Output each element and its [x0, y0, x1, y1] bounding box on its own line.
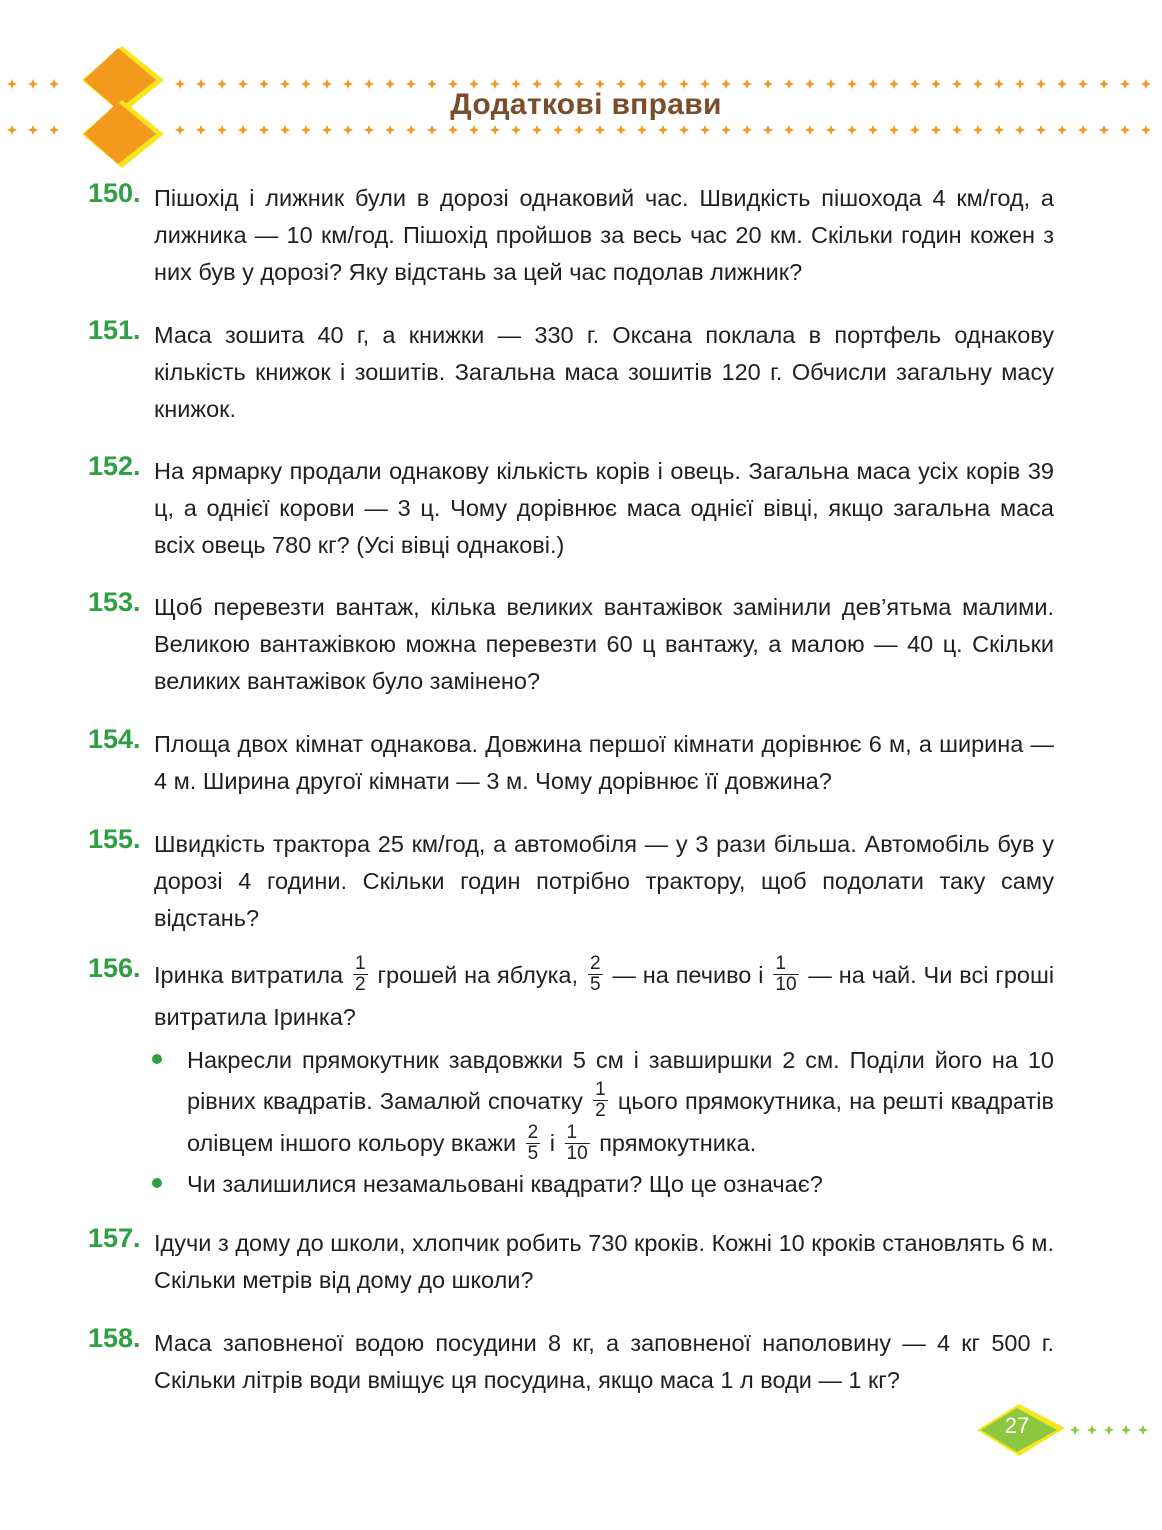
problem-text: Щоб перевезти вантаж, кілька великих вантажівок замінили дев’ятьма малими. Великою вантажівкою можна перевезти 60 ц вантажу, а малою — 40 ц. Скільки великих вантажівок було замінено?: [154, 594, 1054, 694]
bullet-text: Чи залишилися незамальовані квадрати? Що це означає?: [187, 1171, 823, 1197]
problem-152: [88, 453, 1054, 564]
bullet-icon: [152, 1178, 162, 1188]
bullet-item: [152, 1164, 1054, 1205]
decorative-star-icon: [658, 125, 668, 135]
decorative-star-icon: [385, 125, 395, 135]
decorative-star-icon: [973, 125, 983, 135]
problem-text: Пішохід і лижник були в дорозі однаковий час. Швидкість пішохода 4 км/год, а лижника — 10 км/год. Пішохід пройшов за весь час 20 км. Скільки годин кожен з них був у дорозі? Яку відстань за цей час подолав лижник?: [154, 185, 1054, 285]
decorative-star-icon: [763, 125, 773, 135]
problem-number: 151.: [88, 315, 141, 345]
fraction: [593, 1080, 608, 1121]
decorative-star-icon: [1015, 125, 1025, 135]
decorative-star-icon: [1141, 125, 1151, 135]
fraction: [565, 1123, 590, 1164]
problem-151: [88, 317, 1054, 428]
problem-158: [88, 1325, 1054, 1399]
problem-number: 158.: [88, 1323, 141, 1353]
header-dotted-line-bottom: [0, 124, 1162, 136]
decorative-star-icon: [343, 125, 353, 135]
decorative-star-icon: [952, 125, 962, 135]
decorative-star-icon: [805, 125, 815, 135]
problem-153: [88, 589, 1054, 700]
decorative-star-icon: [868, 125, 878, 135]
decorative-star-icon: [1057, 125, 1067, 135]
decorative-star-icon: [301, 125, 311, 135]
decorative-star-icon: [511, 125, 521, 135]
problem-150: [88, 180, 1054, 291]
problem-text: Швидкість трактора 25 км/год, а автомобіля — у 3 рази більша. Автомобіль був у дорозі 4 години. Скільки годин потрібно трактору, щоб подолати таку саму відстань?: [154, 831, 1054, 931]
denominator: 5: [527, 1142, 539, 1164]
fraction: [526, 1123, 541, 1164]
numerator: 2: [527, 1121, 539, 1143]
decorative-star-icon: [49, 125, 59, 135]
decorative-star-icon: [931, 125, 941, 135]
bullet-icon: [152, 1054, 162, 1064]
problem-text: Маса зошита 40 г, а книжки — 330 г. Оксана поклала в портфель однакову кількість книжок і зошитів. Загальна маса зошитів 120 г. Обчисли загальну масу книжок.: [154, 322, 1054, 422]
decorative-star-icon: [364, 125, 374, 135]
problem-number: 157.: [88, 1223, 141, 1253]
fraction: [773, 954, 798, 995]
decorative-star-icon: [1070, 1425, 1080, 1435]
text-segment: Іринка витратила: [154, 962, 344, 988]
decorative-star-icon: [784, 125, 794, 135]
decorative-star-icon: [826, 125, 836, 135]
decorative-star-icon: [427, 125, 437, 135]
denominator: 5: [589, 974, 601, 996]
text-segment: — на чай. Чи всі гроші витратила Іринка?: [154, 962, 1055, 1031]
denominator: 10: [566, 1142, 588, 1164]
problem-text: Площа двох кімнат однакова. Довжина першої кімнати дорівнює 6 м, а ширина — 4 м. Ширина другої кімнати — 3 м. Чому дорівнює її довжина?: [154, 731, 1054, 794]
problem-154: [88, 726, 1054, 800]
decorative-star-icon: [1099, 125, 1109, 135]
decorative-star-icon: [196, 125, 206, 135]
text-segment: прямокутника.: [599, 1130, 757, 1157]
problem-number: 153.: [88, 587, 141, 617]
decorative-star-icon: [238, 125, 248, 135]
denominator: 2: [595, 1100, 606, 1122]
decorative-star-icon: [553, 125, 563, 135]
problem-number: 152.: [88, 451, 141, 481]
decorative-star-icon: [679, 125, 689, 135]
problem-number: 154.: [88, 724, 141, 754]
decorative-star-icon: [847, 125, 857, 135]
decorative-star-icon: [1120, 125, 1130, 135]
decorative-star-icon: [1087, 1425, 1097, 1435]
decorative-star-icon: [7, 125, 17, 135]
decorative-star-icon: [742, 125, 752, 135]
decorative-star-icon: [448, 125, 458, 135]
problem-number: 155.: [88, 824, 141, 854]
problem-text: Маса заповненої водою посудини 8 кг, а заповненої наполовину — 4 кг 500 г. Скільки літрів води вміщує ця посудина, якщо маса 1 л води — 1 кг?: [154, 1330, 1054, 1393]
denominator: 10: [775, 974, 797, 996]
problem-text: Ідучи з дому до школи, хлопчик робить 730 кроків. Кожні 10 кроків становлять 6 м. Скільки метрів від дому до школи?: [154, 1230, 1054, 1293]
page-title: Додаткові вправи: [450, 88, 722, 121]
decorative-star-icon: [469, 125, 479, 135]
fraction: [588, 954, 603, 995]
numerator: 1: [595, 1079, 606, 1101]
decorative-star-icon: [28, 125, 38, 135]
decorative-star-icon: [259, 125, 269, 135]
decorative-star-icon: [994, 125, 1004, 135]
bullet-text: [187, 1040, 1054, 1166]
decorative-star-icon: [490, 125, 500, 135]
problem-number: 156.: [88, 953, 141, 983]
decorative-star-icon: [616, 125, 626, 135]
decorative-star-icon: [322, 125, 332, 135]
decorative-star-icon: [889, 125, 899, 135]
numerator: 1: [355, 953, 366, 975]
problem-number: 150.: [88, 178, 141, 208]
decorative-star-icon: [910, 125, 920, 135]
decorative-star-icon: [574, 125, 584, 135]
denominator: 2: [355, 974, 366, 996]
problem-text: На ярмарку продали однакову кількість корів і овець. Загальна маса усіх корів 39 ц, а однієї корови — 3 ц. Чому дорівнює маса однієї вівці, якщо загальна маса всіх овець 780 кг? (Усі вівці однакові.): [154, 458, 1054, 558]
problem-156: [88, 955, 1054, 1037]
decorative-star-icon: [700, 125, 710, 135]
decorative-star-icon: [217, 125, 227, 135]
decorative-star-icon: [1036, 125, 1046, 135]
numerator: 1: [773, 954, 798, 975]
decorative-star-icon: [532, 125, 542, 135]
decorative-star-icon: [1078, 125, 1088, 135]
bullet-item: [152, 1040, 1054, 1166]
page-number: 27: [1004, 1413, 1030, 1438]
text-segment: цього прямокутника, на решті квадратів олівцем іншого кольору вкажи: [187, 1088, 1054, 1157]
decorative-star-icon: [280, 125, 290, 135]
problem-157: [88, 1225, 1054, 1299]
decorative-star-icon: [595, 125, 605, 135]
decorative-star-icon: [406, 125, 416, 135]
decorative-star-icon: [1104, 1425, 1114, 1435]
text-segment: Накресли прямокутник завдовжки 5 см і завширшки 2 см. Поділи його на 10 рівних квадратів. Замалюй спочатку: [187, 1047, 1054, 1114]
text-segment: і: [549, 1130, 555, 1157]
problem-155: [88, 826, 1054, 937]
decorative-star-icon: [1138, 1425, 1148, 1435]
numerator: 2: [589, 953, 601, 975]
decorative-star-icon: [637, 125, 647, 135]
text-segment: грошей на яблука,: [377, 962, 579, 988]
decorative-star-icon: [1121, 1425, 1131, 1435]
numerator: 1: [565, 1123, 590, 1144]
decorative-star-icon: [175, 125, 185, 135]
text-segment: — на печиво і: [612, 962, 764, 988]
decorative-star-icon: [721, 125, 731, 135]
fraction: [353, 954, 368, 995]
problem-text: [154, 955, 1054, 1037]
